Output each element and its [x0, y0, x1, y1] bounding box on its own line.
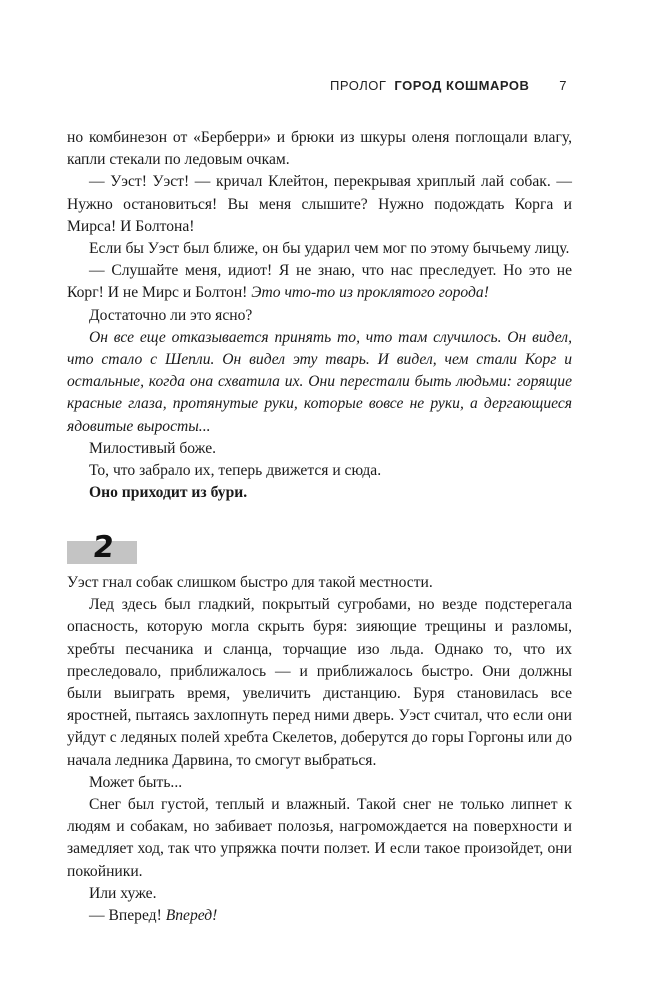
running-header — [330, 78, 567, 93]
paragraph-15-regular: — Вперед! — [89, 907, 166, 925]
paragraph-4-regular: — Слушайте меня, идиот! Я не знаю, что нас преследует. Но это не Корг! И не Мирс и Болтон! — [67, 262, 572, 302]
paragraph-10: Уэст гнал собак слишком быстро для такой местности. — [67, 574, 433, 591]
paragraph-4-italic: Это что-то из проклятого города! — [251, 284, 489, 302]
text-block-2 — [67, 572, 572, 927]
paragraph-14: Или хуже. — [89, 884, 157, 902]
paragraph-2: — Уэст! Уэст! — кричал Клейтон, перекрывая хриплый лай собак. — Нужно остановиться! Вы меня слышите? Нужно подождать Корга и Мирса! И Болтона! — [67, 173, 572, 235]
page-number: 7 — [559, 78, 567, 93]
paragraph-6: Он все еще отказывается принять то, что там случилось. Он видел, что стало с Шепли. Он видел эту тварь. И видел, чем стали Корг и остальные, когда она схватила их. Они перестали быть людьми: горящие красные глаза, протянутые руки, которые вовсе не руки, а дергающиеся ядовитые выросты... — [67, 328, 572, 435]
paragraph-15-italic: Вперед! — [165, 907, 218, 925]
paragraph-4 — [67, 260, 572, 304]
header-title: ГОРОД КОШМАРОВ — [394, 78, 530, 93]
text-block-1 — [67, 127, 572, 504]
paragraph-5: Достаточно ли это ясно? — [89, 306, 253, 324]
paragraph-8: То, что забрало их, теперь движется и сюда. — [89, 462, 382, 480]
paragraph-3: Если бы Уэст был ближе, он бы ударил чем мог по этому бычьему лицу. — [89, 240, 570, 258]
paragraph-9: Оно приходит из бури. — [89, 484, 248, 502]
paragraph-7: Милостивый боже. — [89, 439, 217, 457]
chapter-number: 2 — [91, 530, 116, 565]
header-section: ПРОЛОГ — [330, 78, 387, 93]
paragraph-12: Может быть... — [89, 773, 183, 791]
paragraph-13: Снег был густой, теплый и влажный. Такой снег не только липнет к людям и собакам, но забивает полозья, нагромождается на поверхности и замедляет ход, так что упряжка почти ползет. И если такое произойдет, они покойники. — [67, 796, 572, 880]
paragraph-11: Лед здесь был гладкий, покрытый сугробами, но везде подстерегала опасность, которую могла скрыть буря: зияющие трещины и разломы, хребты песчаника и сланца, торчащие изо льда. Однако то, что их преследовало, приближалось — и приближалось быстро. Они должны были выиграть время, увеличить дистанцию. Буря становилась все яростней, пытаясь захлопнуть перед ними дверь. Уэст считал, что если они уйдут с ледяных полей хребта Скелетов, доберутся до горы Горгоны или до начала ледника Дарвина, то смогут выбраться. — [67, 596, 572, 769]
chapter-marker — [67, 530, 137, 565]
paragraph-15 — [67, 905, 572, 927]
paragraph-1: но комбинезон от «Берберри» и брюки из шкуры оленя поглощали влагу, капли стекали по ледовым очкам. — [67, 129, 572, 169]
